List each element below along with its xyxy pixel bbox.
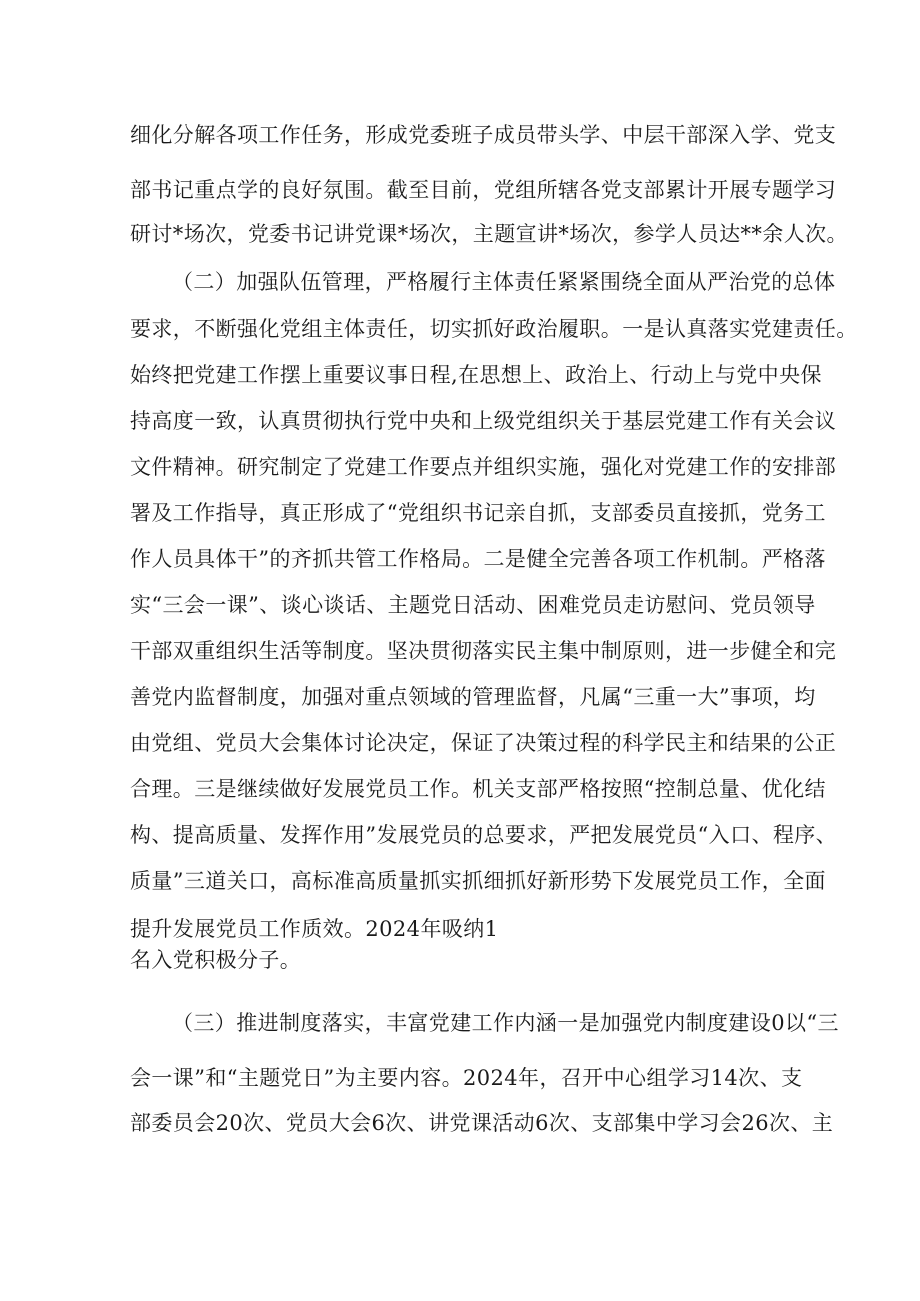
text-line: 构、提高质量、发挥作用”发展党员的总要求，严把发展党员“入口、程序、	[130, 823, 838, 847]
text-line: 由党组、党员大会集体讨论决定，保证了决策过程的科学民主和结果的公正	[130, 731, 837, 755]
paragraph-heading-line: （三）推进制度落实，丰富党建工作内涵一是加强党内制度建设0以“三	[172, 1011, 839, 1035]
text-line: 始终把党建工作摆上重要议事日程,在思想上、政治上、行动上与党中央保	[130, 363, 822, 387]
text-line: 会一课”和“主题党日”为主要内容。2024年，召开中心组学习14次、支	[130, 1066, 803, 1090]
text-line: 提升发展党员工作质效。2024年吸纳1	[130, 917, 499, 941]
text-line: 要求，不断强化党组主体责任，切实抓好政治履职。一是认真落实党建责任。	[130, 317, 858, 341]
text-line: 干部双重组织生活等制度。坚决贯彻落实民主集中制原则，进一步健全和完	[130, 639, 837, 663]
text-line: 研讨*场次，党委书记讲党课*场次，主题宣讲*场次，参学人员达**余人次。	[130, 222, 848, 246]
text-line: 部委员会20次、党员大会6次、讲党课活动6次、支部集中学习会26次、主	[130, 1111, 834, 1135]
text-line: 持高度一致，认真贯彻执行党中央和上级党组织关于基层党建工作有关会议	[130, 409, 837, 433]
text-line: 善党内监督制度，加强对重点领域的管理监督，凡属“三重一大”事项，均	[130, 685, 816, 709]
text-line: 实“三会一课”、谈心谈话、主题党日活动、困难党员走访慰问、党员领导	[130, 593, 816, 617]
text-line: 名入党积极分子。	[130, 948, 302, 972]
text-line: 细化分解各项工作任务，形成党委班子成员带头学、中层干部深入学、党支	[130, 123, 837, 147]
text-line: 质量”三道关口，高标准高质量抓实抓细抓好新形势下发展党员工作，全面	[130, 869, 826, 893]
text-line: 文件精神。研究制定了党建工作要点并组织实施，强化对党建工作的安排部	[130, 455, 837, 479]
text-line: 部书记重点学的良好氛围。截至目前，党组所辖各党支部累计开展专题学习	[130, 178, 837, 202]
text-line: 署及工作指导，真正形成了“党组织书记亲自抓，支部委员直接抓，党务工	[130, 501, 826, 525]
text-line: 合理。三是继续做好发展党员工作。机关支部严格按照“控制总量、优化结	[130, 777, 826, 801]
text-line: 作人员具体干”的齐抓共管工作格局。二是健全完善各项工作机制。严格落	[130, 547, 826, 571]
paragraph-heading-line: （二）加强队伍管理，严格履行主体责任紧紧围绕全面从严治党的总体	[172, 270, 836, 294]
